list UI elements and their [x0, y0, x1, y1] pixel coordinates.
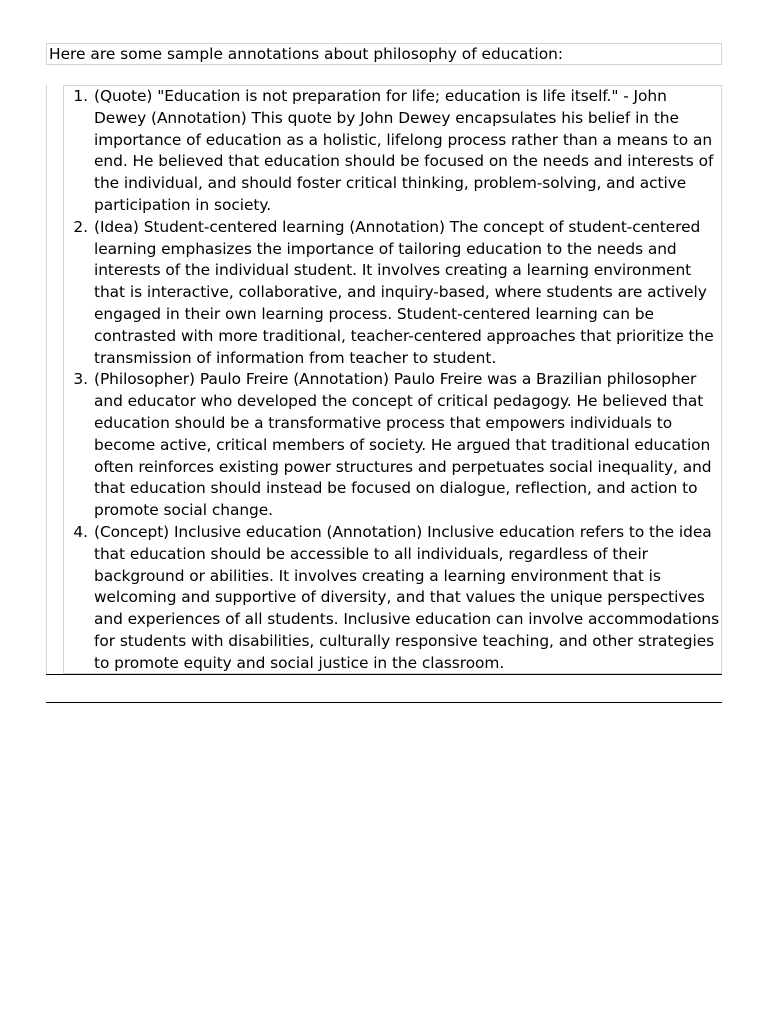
- list-item-4: [64, 522, 721, 674]
- intro-text: Here are some sample annotations about philosophy of education:: [46, 43, 722, 65]
- list-item-number: 2.: [73, 217, 88, 236]
- divider-line-top: [46, 674, 722, 675]
- annotations-box: [63, 85, 722, 674]
- annotations-list: [64, 86, 721, 674]
- list-item-text: (Concept) Inclusive education (Annotation) Inclusive education refers to the idea that education should be accessible to all individuals, regardless of their background or abilities. It involves creating a learning environment that is welcoming and supportive of diversity, and that values the unique perspectives and experiences of all students. Inclusive education can involve accommodations for students with disabilities, culturally responsive teaching, and other strategies to promote equity and social justice in the classroom.: [94, 522, 720, 672]
- list-item-2: [64, 217, 721, 370]
- list-item-text: (Quote) "Education is not preparation for life; education is life itself." - John Dewey (Annotation) This quote by John Dewey encapsulates his belief in the importance of education as a holistic, lifelong process rather than a means to an end. He believed that education should be focused on the needs and interests of the individual, and should foster critical thinking, problem-solving, and active participation in society.: [94, 87, 714, 214]
- list-item-3: [64, 369, 721, 522]
- divider-line-bottom: [46, 702, 722, 703]
- list-item-number: 1.: [73, 87, 88, 105]
- list-item-number: 4.: [73, 522, 88, 541]
- list-item-text: (Philosopher) Paulo Freire (Annotation) Paulo Freire was a Brazilian philosopher and educator who developed the concept of critical pedagogy. He believed that education should be a transformative process that empowers individuals to become active, critical members of society. He argued that traditional education often reinforces existing power structures and perpetuates social inequality, and that education should instead be focused on dialogue, reflection, and action to promote social change.: [94, 370, 712, 520]
- list-item-1: [64, 86, 721, 217]
- left-border-line: [46, 85, 47, 674]
- list-item-number: 3.: [73, 370, 88, 389]
- list-item-text: (Idea) Student-centered learning (Annotation) The concept of student-centered learning emphasizes the importance of tailoring education to the needs and interests of the individual student. It involves creating a learning environment that is interactive, collaborative, and inquiry-based, where students are actively engaged in their own learning process. Student-centered learning can be contrasted with more traditional, teacher-centered approaches that prioritize the transmission of information from teacher to student.: [94, 217, 714, 367]
